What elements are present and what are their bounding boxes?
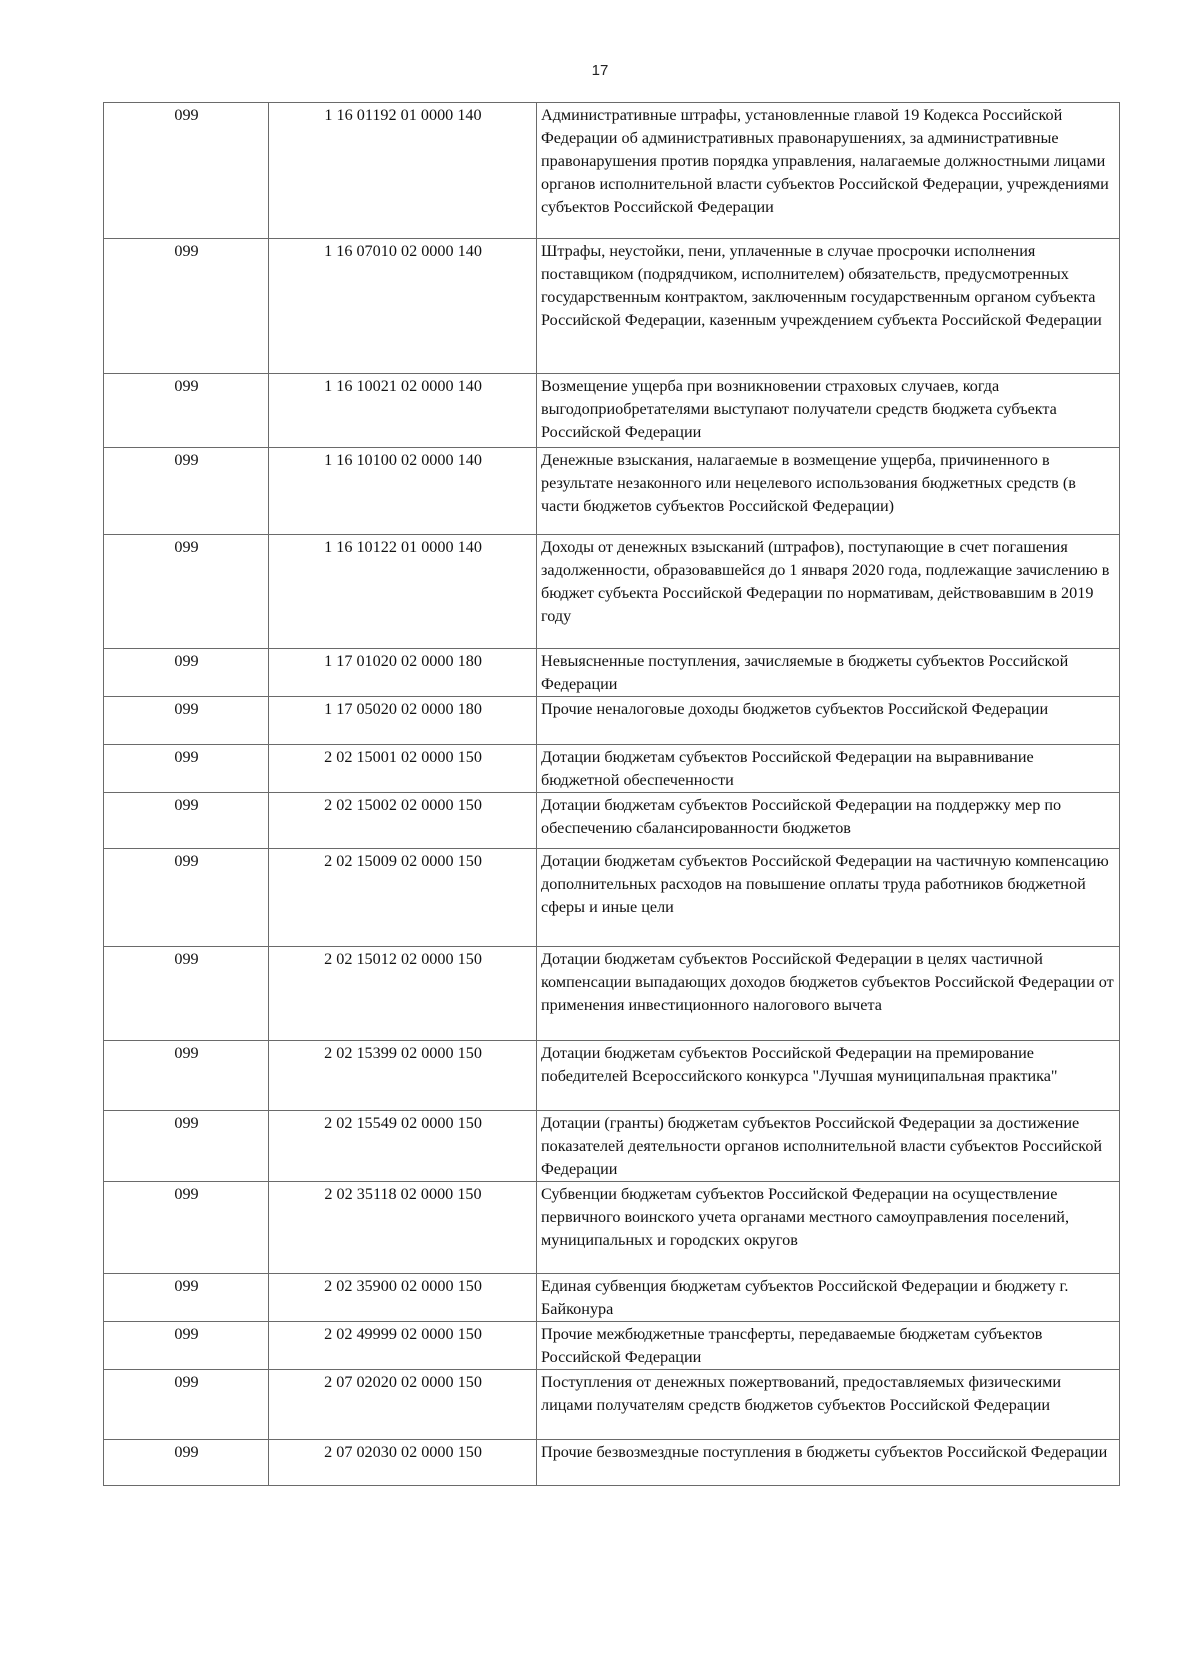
admin-code-cell: 099 — [104, 745, 269, 793]
budget-code-cell: 2 02 15399 02 0000 150 — [269, 1041, 537, 1111]
description-cell: Доходы от денежных взысканий (штрафов), поступающие в счет погашения задолженности, образовавшейся до 1 января 2020 года, подлежащие зачислению в бюджет субъекта Российской Федерации по нормативам, действовавшим в 2019 году — [537, 535, 1120, 649]
page-number: 17 — [591, 62, 609, 79]
budget-code-cell: 1 16 10021 02 0000 140 — [269, 374, 537, 448]
admin-code-cell: 099 — [104, 448, 269, 535]
description-cell: Прочие безвозмездные поступления в бюджеты субъектов Российской Федерации — [537, 1440, 1120, 1486]
admin-code-cell: 099 — [104, 697, 269, 745]
budget-code-cell: 2 02 15009 02 0000 150 — [269, 849, 537, 947]
table-row — [104, 793, 1120, 849]
table-row — [104, 649, 1120, 697]
admin-code-cell: 099 — [104, 1440, 269, 1486]
table-row — [104, 849, 1120, 947]
description-cell: Денежные взыскания, налагаемые в возмещение ущерба, причиненного в результате незаконного или нецелевого использования бюджетных средств (в части бюджетов субъектов Российской Федерации) — [537, 448, 1120, 535]
table-row — [104, 239, 1120, 374]
description-cell: Прочие межбюджетные трансферты, передаваемые бюджетам субъектов Российской Федерации — [537, 1322, 1120, 1370]
table-row — [104, 697, 1120, 745]
admin-code-cell: 099 — [104, 374, 269, 448]
table-row — [104, 374, 1120, 448]
description-cell: Дотации бюджетам субъектов Российской Федерации в целях частичной компенсации выпадающих доходов бюджетов субъектов Российской Федерации от применения инвестиционного налогового вычета — [537, 947, 1120, 1041]
budget-code-cell: 2 02 15549 02 0000 150 — [269, 1111, 537, 1182]
table-row — [104, 745, 1120, 793]
admin-code-cell: 099 — [104, 1041, 269, 1111]
description-cell: Дотации бюджетам субъектов Российской Федерации на выравнивание бюджетной обеспеченности — [537, 745, 1120, 793]
table-row — [104, 1370, 1120, 1440]
table-row — [104, 103, 1120, 239]
budget-code-cell: 2 02 35900 02 0000 150 — [269, 1274, 537, 1322]
description-cell: Возмещение ущерба при возникновении страховых случаев, когда выгодоприобретателями выступают получатели средств бюджета субъекта Российской Федерации — [537, 374, 1120, 448]
budget-code-cell: 1 17 05020 02 0000 180 — [269, 697, 537, 745]
admin-code-cell: 099 — [104, 239, 269, 374]
admin-code-cell: 099 — [104, 849, 269, 947]
table-row — [104, 1111, 1120, 1182]
table-row — [104, 1182, 1120, 1274]
budget-code-cell: 2 02 49999 02 0000 150 — [269, 1322, 537, 1370]
description-cell: Дотации бюджетам субъектов Российской Федерации на частичную компенсацию дополнительных расходов на повышение оплаты труда работников бюджетной сферы и иные цели — [537, 849, 1120, 947]
description-cell: Дотации бюджетам субъектов Российской Федерации на премирование победителей Всероссийского конкурса "Лучшая муниципальная практика" — [537, 1041, 1120, 1111]
admin-code-cell: 099 — [104, 793, 269, 849]
table-row — [104, 1322, 1120, 1370]
description-cell: Прочие неналоговые доходы бюджетов субъектов Российской Федерации — [537, 697, 1120, 745]
table-row — [104, 947, 1120, 1041]
admin-code-cell: 099 — [104, 947, 269, 1041]
description-cell: Дотации бюджетам субъектов Российской Федерации на поддержку мер по обеспечению сбалансированности бюджетов — [537, 793, 1120, 849]
description-cell: Единая субвенция бюджетам субъектов Российской Федерации и бюджету г. Байконура — [537, 1274, 1120, 1322]
budget-code-cell: 1 17 01020 02 0000 180 — [269, 649, 537, 697]
budget-code-cell: 1 16 10122 01 0000 140 — [269, 535, 537, 649]
budget-code-cell: 2 02 15012 02 0000 150 — [269, 947, 537, 1041]
admin-code-cell: 099 — [104, 1274, 269, 1322]
description-cell: Субвенции бюджетам субъектов Российской Федерации на осуществление первичного воинского учета органами местного самоуправления поселений, муниципальных и городских округов — [537, 1182, 1120, 1274]
table-row — [104, 1274, 1120, 1322]
admin-code-cell: 099 — [104, 1322, 269, 1370]
budget-code-cell: 2 02 15001 02 0000 150 — [269, 745, 537, 793]
admin-code-cell: 099 — [104, 535, 269, 649]
admin-code-cell: 099 — [104, 1111, 269, 1182]
admin-code-cell: 099 — [104, 1370, 269, 1440]
description-cell: Невыясненные поступления, зачисляемые в бюджеты субъектов Российской Федерации — [537, 649, 1120, 697]
budget-code-cell: 2 02 35118 02 0000 150 — [269, 1182, 537, 1274]
admin-code-cell: 099 — [104, 1182, 269, 1274]
description-cell: Дотации (гранты) бюджетам субъектов Российской Федерации за достижение показателей деятельности органов исполнительной власти субъектов Российской Федерации — [537, 1111, 1120, 1182]
table-row — [104, 448, 1120, 535]
description-cell: Поступления от денежных пожертвований, предоставляемых физическими лицами получателям средств бюджетов субъектов Российской Федерации — [537, 1370, 1120, 1440]
budget-code-cell: 1 16 07010 02 0000 140 — [269, 239, 537, 374]
table-row — [104, 535, 1120, 649]
admin-code-cell: 099 — [104, 649, 269, 697]
budget-code-cell: 2 07 02020 02 0000 150 — [269, 1370, 537, 1440]
budget-code-cell: 2 02 15002 02 0000 150 — [269, 793, 537, 849]
budget-code-cell: 1 16 10100 02 0000 140 — [269, 448, 537, 535]
budget-code-cell: 1 16 01192 01 0000 140 — [269, 103, 537, 239]
table-row — [104, 1440, 1120, 1486]
admin-code-cell: 099 — [104, 103, 269, 239]
table-row — [104, 1041, 1120, 1111]
revenue-codes-table — [103, 102, 1120, 1486]
description-cell: Административные штрафы, установленные главой 19 Кодекса Российской Федерации об административных правонарушениях, за административные правонарушения против порядка управления, налагаемые должностными лицами органов исполнительной власти субъектов Российской Федерации, учреждениями субъектов Российской Федерации — [537, 103, 1120, 239]
description-cell: Штрафы, неустойки, пени, уплаченные в случае просрочки исполнения поставщиком (подрядчиком, исполнителем) обязательств, предусмотренных государственным контрактом, заключенным государственным органом субъекта Российской Федерации, казенным учреждением субъекта Российской Федерации — [537, 239, 1120, 374]
budget-code-cell: 2 07 02030 02 0000 150 — [269, 1440, 537, 1486]
